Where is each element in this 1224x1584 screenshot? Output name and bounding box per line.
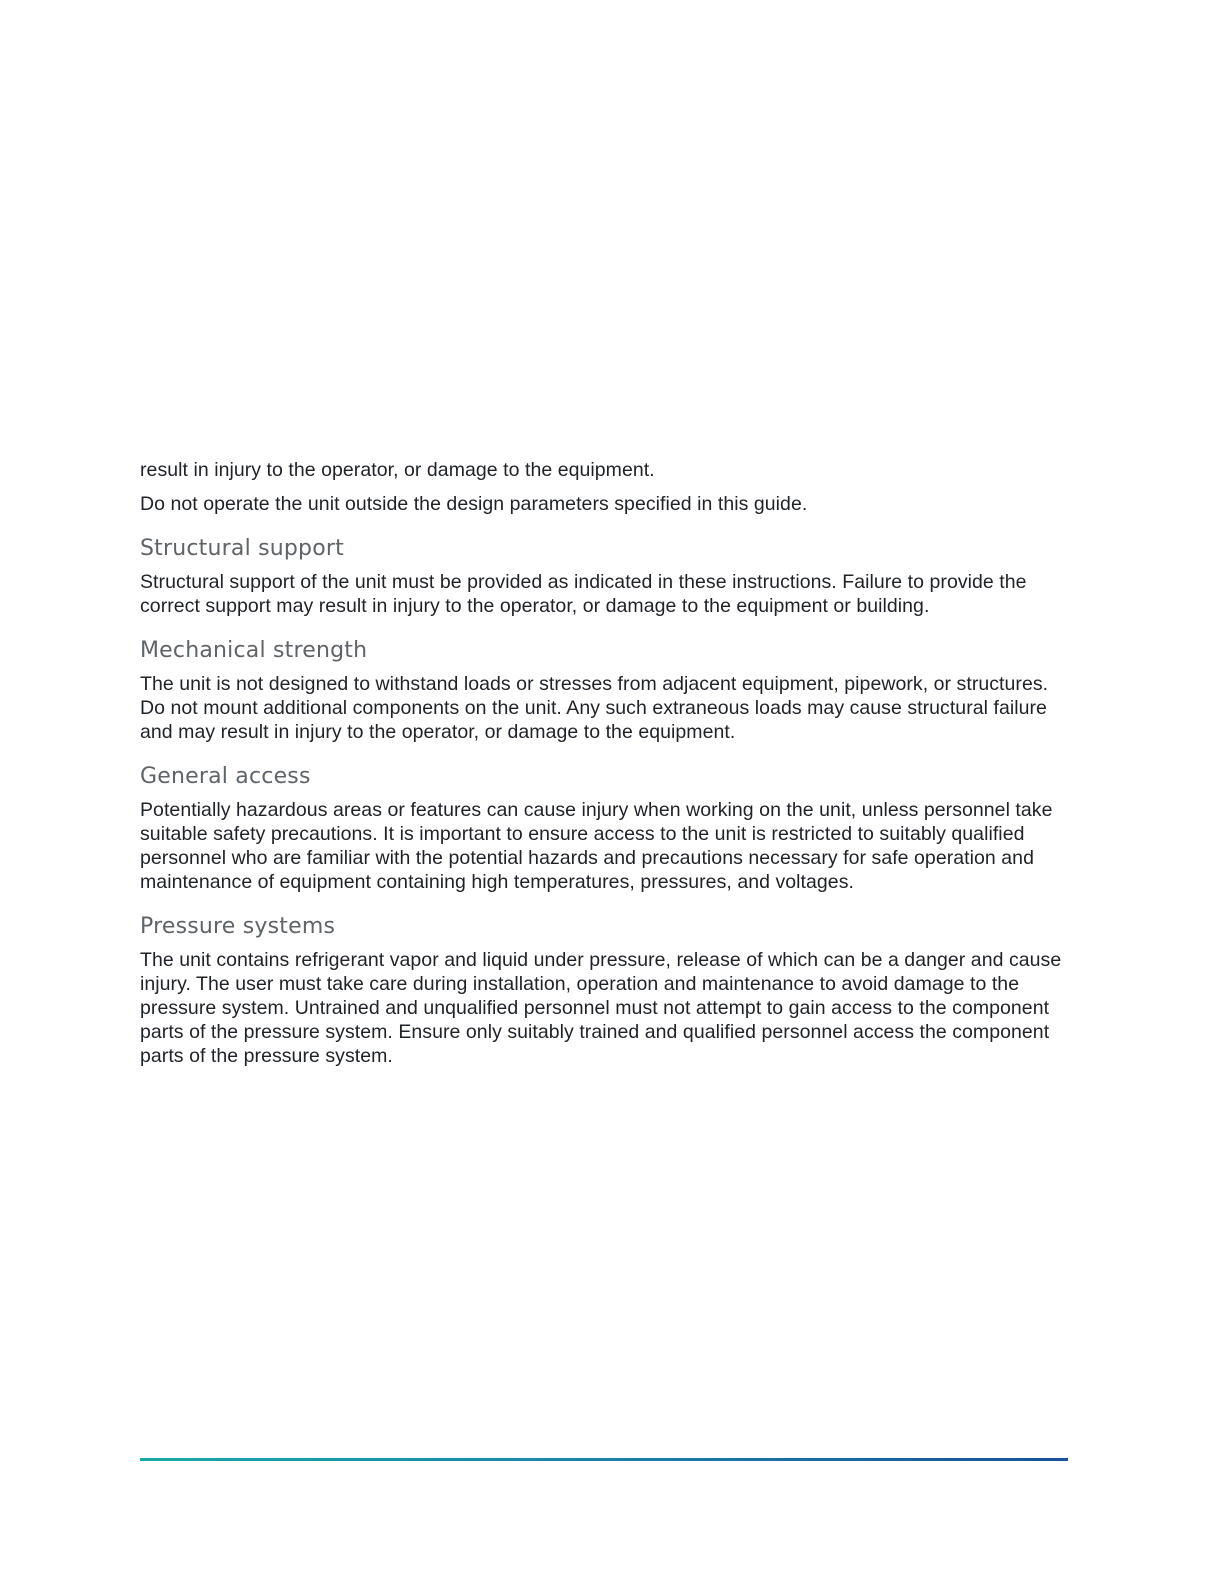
continued-paragraph: result in injury to the operator, or damage to the equipment. <box>140 459 655 481</box>
section-body-mechanical-strength: The unit is not designed to withstand loads or stresses from adjacent equipment, pipework, or structures. Do not mount additional components on the unit. Any such extraneous loads may cause structural failure and may result in injury to the operator, or damage to the equipment. <box>140 673 1049 743</box>
design-parameters-paragraph: Do not operate the unit outside the design parameters specified in this guide. <box>140 493 808 515</box>
section-body-structural-support: Structural support of the unit must be provided as indicated in these instructions. Failure to provide the correct support may result in injury to the operator, or damage to the equipment or building. <box>140 571 1027 617</box>
section-body-general-access: Potentially hazardous areas or features can cause injury when working on the unit, unless personnel take suitable safety precautions. It is important to ensure access to the unit is restricted to suitably qualified personnel who are familiar with the potential hazards and precautions necessary for safe operation and maintenance of equipment containing high temperatures, pressures, and voltages. <box>140 799 1053 893</box>
footer-divider <box>140 1458 1068 1461</box>
section-body-pressure-systems: The unit contains refrigerant vapor and liquid under pressure, release of which can be a danger and cause injury. The user must take care during installation, operation and maintenance to avoid damage to the pressure system. Untrained and unqualified personnel must not attempt to gain access to the component parts of the pressure system. Ensure only suitably trained and qualified personnel access the component parts of the pressure system. <box>140 949 1062 1067</box>
section-heading-general-access: General access <box>140 764 311 789</box>
section-heading-structural-support: Structural support <box>140 536 344 561</box>
page-content <box>140 458 1070 1078</box>
section-heading-mechanical-strength: Mechanical strength <box>140 638 368 663</box>
section-heading-pressure-systems: Pressure systems <box>140 914 336 939</box>
